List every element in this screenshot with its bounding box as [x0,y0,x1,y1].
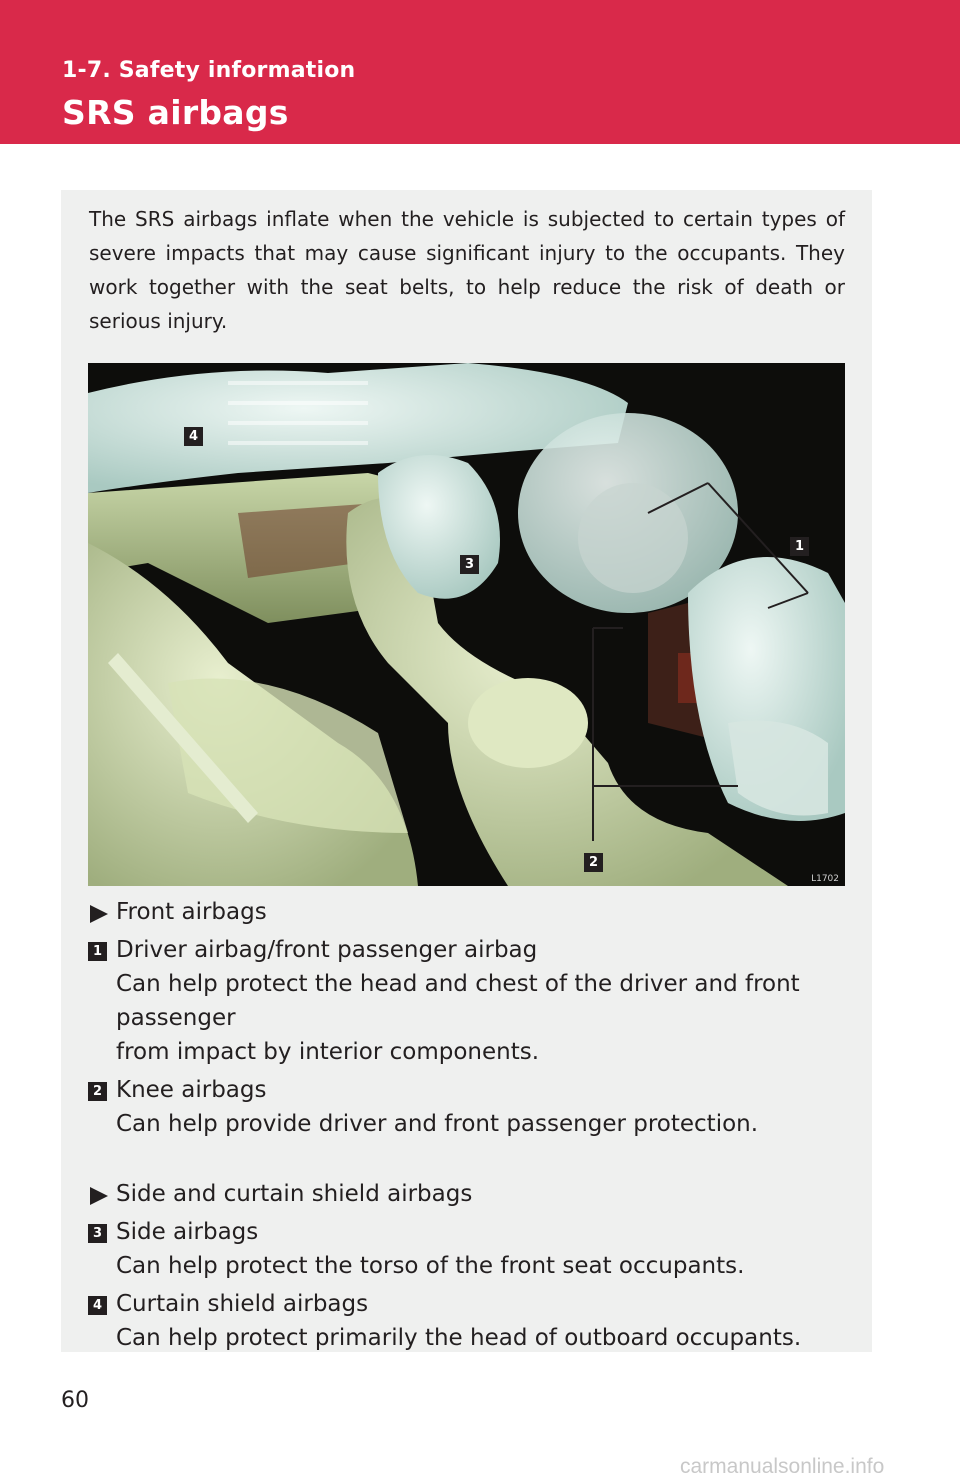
triangle-bullet-icon [90,905,108,923]
section-header-bar [0,0,960,144]
item-description: Can help protect primarily the head of outboard occupants. [116,1325,802,1351]
callout-badge-4: 4 [184,427,203,446]
number-box-icon: 1 [88,942,107,961]
intro-paragraph: The SRS airbags inflate when the vehicle is subjected to certain types of severe impacts that may cause significant injury to the occupants. They work together with the seat belts, to help reduce the risk of death or serious injury. [89,207,845,333]
item-description: Can help provide driver and front passenger protection. [116,1111,759,1137]
item-title: Driver airbag/front passenger airbag [116,937,538,963]
front-headrest [468,678,588,768]
group-heading-text: Front airbags [116,899,267,925]
number-box-icon: 3 [88,1224,107,1243]
callout-badge-1: 1 [790,537,809,556]
callout-badge-2: 2 [584,853,603,872]
airbag-list [88,895,878,1355]
item-description: from impact by interior components. [116,1039,540,1065]
group-heading [88,1177,878,1211]
group-heading [88,895,878,929]
item-title: Side airbags [116,1219,259,1245]
list-item [88,1073,878,1107]
number-box-icon: 2 [88,1082,107,1101]
watermark-text: carmanualsonline.info [680,1455,885,1478]
group-heading-text: Side and curtain shield airbags [116,1181,473,1207]
item-description: Can help protect the torso of the front seat occupants. [116,1253,745,1279]
page-title: SRS airbags [62,93,289,132]
illustration-code: L1702 [811,874,839,884]
airbag-illustration [88,363,845,886]
item-title: Curtain shield airbags [116,1291,369,1317]
list-item [88,1215,878,1249]
list-item [88,1287,878,1321]
number-box-icon: 4 [88,1296,107,1315]
page-number: 60 [61,1388,89,1413]
section-label: 1-7. Safety information [62,58,356,83]
item-description: Can help protect the head and chest of the driver and front passenger [116,971,800,1031]
triangle-bullet-icon [90,1187,108,1205]
callout-badge-3: 3 [460,555,479,574]
list-item [88,933,878,967]
item-title: Knee airbags [116,1077,267,1103]
